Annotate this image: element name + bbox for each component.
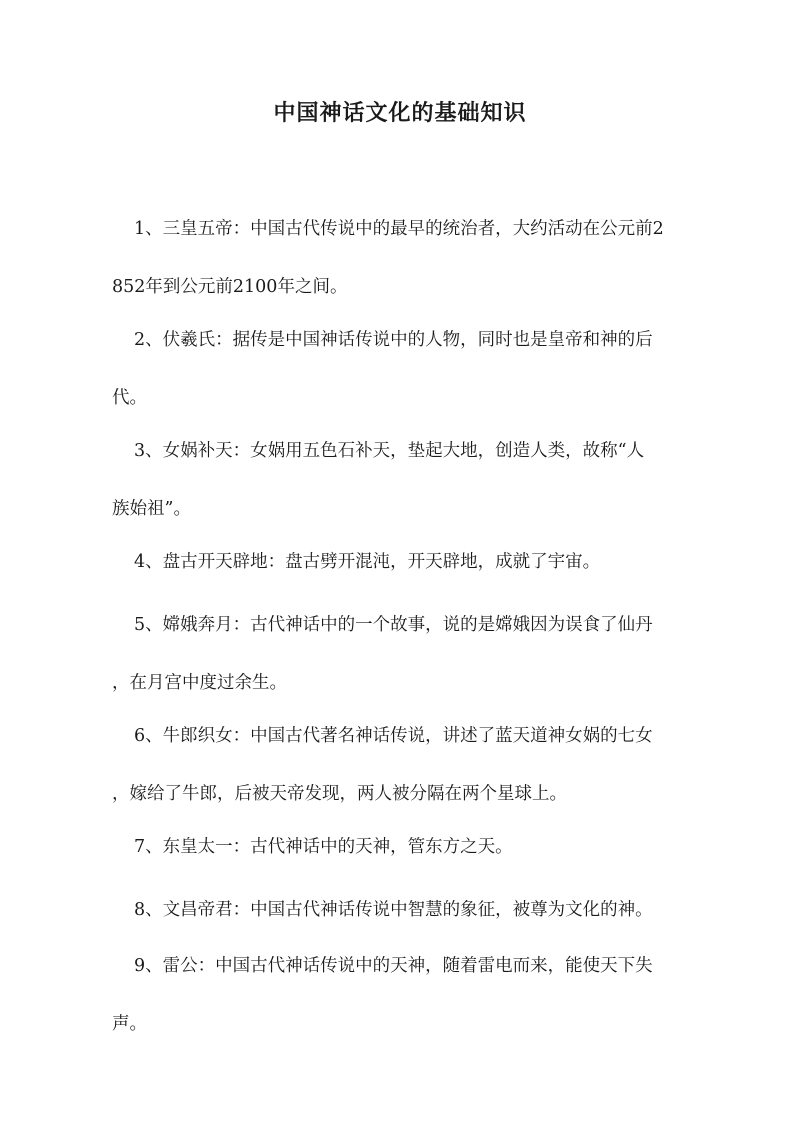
paragraph-2 [112,311,692,427]
paragraph-line: 4、盘古开天辟地：盘古劈开混沌，开天辟地，成就了宇宙。 [134,552,601,572]
paragraph-7 [112,818,692,876]
paragraph-4 [112,533,692,591]
paragraph-line: 2、伏羲氏：据传是中国神话传说中的人物，同时也是皇帝和神的后 [134,330,653,350]
paragraph-line: 9、雷公：中国古代神话传说中的天神，随着雷电而来，能使天下失 [134,956,653,976]
paragraph-line: 6、牛郎织女：中国古代著名神话传说，讲述了蓝天道神女娲的七女 [134,726,653,746]
paragraph-line: 852年到公元前2100年之间。 [112,277,348,297]
paragraph-1 [112,200,692,316]
paragraph-line: ，在月宫中度过余生。 [112,673,287,693]
page-title: 中国神话文化的基础知识 [273,100,527,126]
paragraph-line: 8、文昌帝君：中国古代神话传说中智慧的象征，被尊为文化的神。 [134,900,653,920]
paragraph-line: 1、三皇五帝：中国古代传说中的最早的统治者，大约活动在公元前2 [134,219,664,239]
paragraph-line: 族始祖”。 [112,499,191,519]
paragraph-line: ，嫁给了牛郎，后被天帝发现，两人被分隔在两个星球上。 [112,784,567,804]
paragraph-line: 代。 [112,388,147,408]
paragraph-8 [112,881,692,939]
paragraph-6 [112,707,692,823]
paragraph-line: 5、嫦娥奔月：古代神话中的一个故事，说的是嫦娥因为误食了仙丹 [134,615,653,635]
paragraph-line: 7、东皇太一：古代神话中的天神，管东方之天。 [134,837,513,857]
paragraph-9 [112,937,692,1053]
paragraph-5 [112,596,692,712]
paragraph-line: 声。 [112,1014,147,1034]
paragraph-3 [112,422,692,538]
paragraph-line: 3、女娲补天：女娲用五色石补天，垫起大地，创造人类，故称“人 [134,441,645,461]
